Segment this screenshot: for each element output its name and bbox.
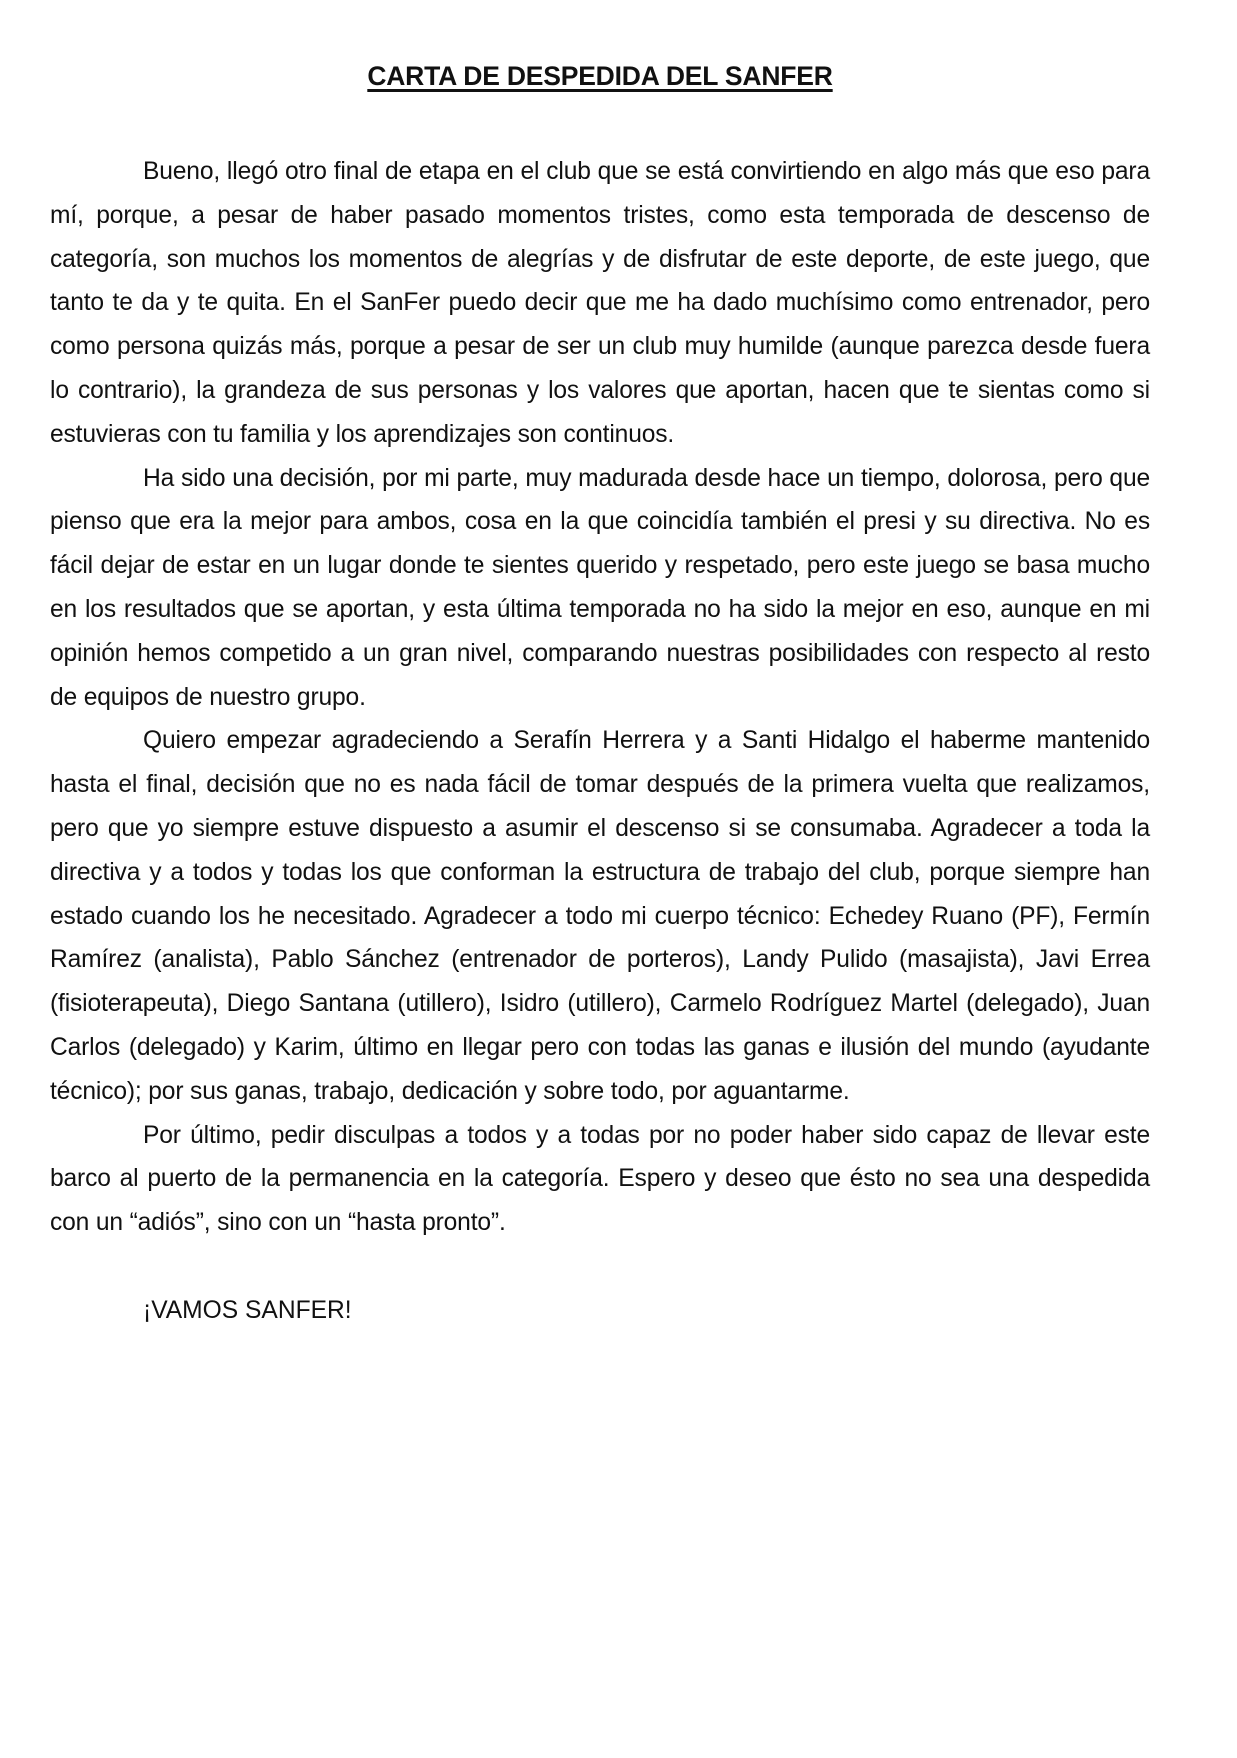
paragraph-acknowledgements: Quiero empezar agradeciendo a Serafín Herrera y a Santi Hidalgo el haberme mantenido hasta el final, decisión que no es nada fácil de tomar después de la primera vuelta que realizamos, pero que yo siempre estuve dispuesto a asumir el descenso si se consumaba. Agradecer a toda la directiva y a todos y todas los que conforman la estructura de trabajo del club, porque siempre han estado cuando los he necesitado. Agradecer a todo mi cuerpo técnico: Echedey Ruano (PF), Fermín Ramírez (analista), Pablo Sánchez (entrenador de porteros), Landy Pulido (masajista), Javi Errea (fisioterapeuta), Diego Santana (utillero), Isidro (utillero), Carmelo Rodríguez Martel (delegado), Juan Carlos (delegado) y Karim, último en llegar pero con todas las ganas e ilusión del mundo (ayudante técnico); por sus ganas, trabajo, dedicación y sobre todo, por aguantarme. <box>50 727 1150 1105</box>
paragraph-apology: Por último, pedir disculpas a todos y a todas por no poder haber sido capaz de llevar este barco al puerto de la permanencia en la categoría. Espero y deseo que ésto no sea una despedida con un “adiós”, sino con un “hasta pronto”. <box>50 1121 1150 1237</box>
paragraph-decision: Ha sido una decisión, por mi parte, muy madurada desde hace un tiempo, dolorosa, pero que pienso que era la mejor para ambos, cosa en la que coincidía también el presi y su directiva. No es fácil dejar de estar en un lugar donde te sientes querido y respetado, pero este juego se basa mucho en los resultados que se aportan, y esta última temporada no ha sido la mejor en eso, aunque en mi opinión hemos competido a un gran nivel, comparando nuestras posibilidades con respecto al resto de equipos de nuestro grupo. <box>50 464 1150 711</box>
letter-page <box>50 58 1150 1333</box>
letter-title: CARTA DE DESPEDIDA DEL SANFER <box>367 61 833 91</box>
paragraph-farewell-intro: Bueno, llegó otro final de etapa en el club que se está convirtiendo en algo más que eso para mí, porque, a pesar de haber pasado momentos tristes, como esta temporada de descenso de categoría, son muchos los momentos de alegrías y de disfrutar de este deporte, de este juego, que tanto te da y te quita. En el SanFer puedo decir que me ha dado muchísimo como entrenador, pero como persona quizás más, porque a pesar de ser un club muy humilde (aunque parezca desde fuera lo contrario), la grandeza de sus personas y los valores que aportan, hacen que te sientas como si estuvieras con tu familia y los aprendizajes son continuos. <box>50 158 1150 448</box>
letter-body <box>50 150 1150 1245</box>
closing-cheer: ¡VAMOS SANFER! <box>143 1296 352 1324</box>
